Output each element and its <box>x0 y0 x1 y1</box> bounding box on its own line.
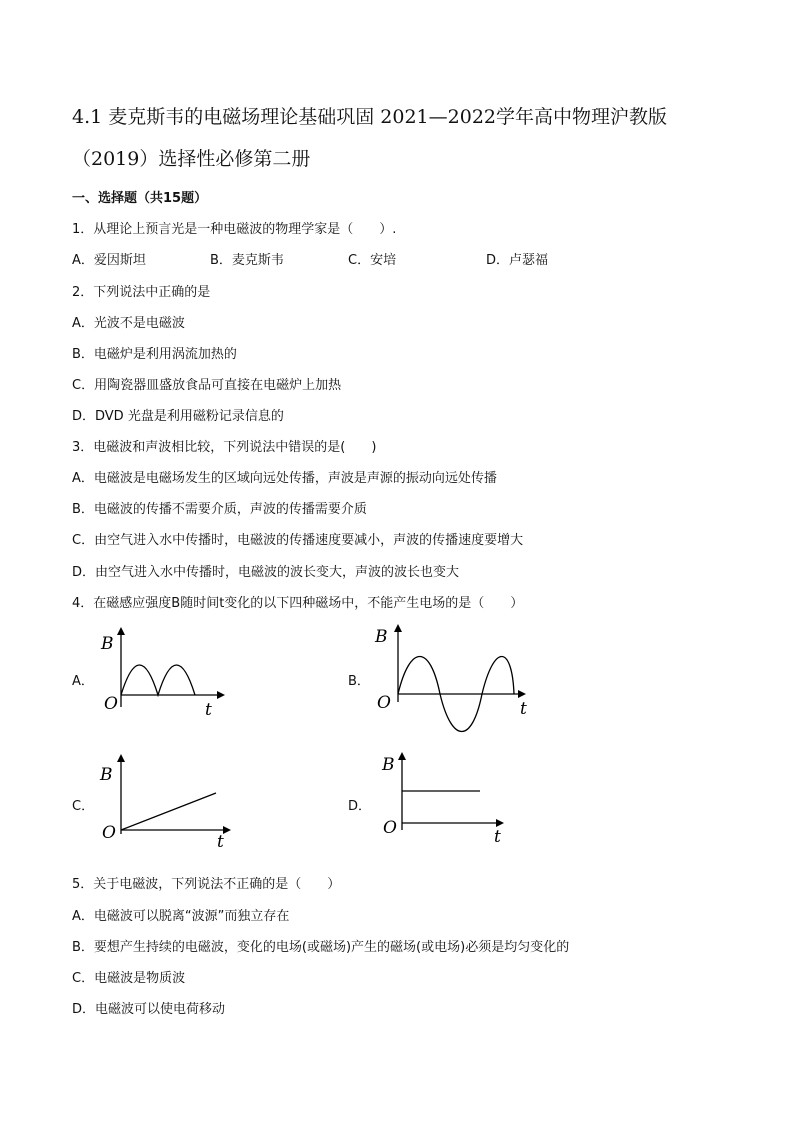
graph-a <box>95 625 235 720</box>
q2-option-b: B．电磁炉是利用涡流加热的 <box>72 347 237 362</box>
q3-option-b: B．电磁波的传播不需要介质，声波的传播需要介质 <box>72 502 367 517</box>
q1-option-b: B．麦克斯韦 <box>210 253 284 268</box>
graph-d-x-label: t <box>494 827 501 847</box>
q5-option-c: C．电磁波是物质波 <box>72 971 186 986</box>
q3-option-c: C．由空气进入水中传播时，电磁波的传播速度要减小，声波的传播速度要增大 <box>72 533 524 548</box>
q3-option-d: D．由空气进入水中传播时，电磁波的波长变大，声波的波长也变大 <box>72 565 460 580</box>
graph-a-y-label: B <box>101 634 114 654</box>
graph-c-y-label: B <box>100 765 113 785</box>
section-heading: 一、选择题（共15题） <box>72 191 208 206</box>
graph-a-x-label: t <box>205 700 212 720</box>
q2-option-d: D．DVD 光盘是利用磁粉记录信息的 <box>72 409 284 424</box>
graph-d <box>378 750 528 850</box>
q1-stem: 1．从理论上预言光是一种电磁波的物理学家是（ ）. <box>72 222 397 237</box>
q4-stem: 4．在磁感应强度B随时间t变化的以下四种磁场中，不能产生电场的是（ ） <box>72 596 524 611</box>
title-line-2: （2019）选择性必修第二册 <box>72 148 311 170</box>
graph-c-origin: O <box>102 823 116 843</box>
q2-option-a: A．光波不是电磁波 <box>72 316 185 331</box>
q2-option-c: C．用陶瓷器皿盛放食品可直接在电磁炉上加热 <box>72 378 342 393</box>
title-line-1: 4.1 麦克斯韦的电磁场理论基础巩固 2021—2022学年高中物理沪教版 <box>72 106 668 128</box>
graph-d-y-label: B <box>382 755 395 775</box>
q2-stem: 2．下列说法中正确的是 <box>72 285 211 300</box>
graph-a-origin: O <box>104 694 118 714</box>
graph-c <box>97 752 247 852</box>
graph-b-label: B． <box>348 674 370 689</box>
graph-b-y-label: B <box>375 627 388 647</box>
q1-option-c: C．安培 <box>348 253 397 268</box>
graph-d-label: D． <box>348 799 372 814</box>
graph-a-label: A． <box>72 674 94 689</box>
graph-d-origin: O <box>383 818 397 838</box>
graph-b-origin: O <box>377 693 391 713</box>
q3-option-a: A．电磁波是电磁场发生的区域向远处传播，声波是声源的振动向远处传播 <box>72 471 497 486</box>
q1-option-a: A．爱因斯坦 <box>72 253 146 268</box>
q5-stem: 5．关于电磁波，下列说法不正确的是（ ） <box>72 877 341 892</box>
graph-b <box>372 622 542 732</box>
q3-stem: 3．电磁波和声波相比较，下列说法中错误的是( ) <box>72 440 377 455</box>
q5-option-d: D．电磁波可以使电荷移动 <box>72 1002 226 1017</box>
graph-c-x-label: t <box>217 832 224 852</box>
q5-option-a: A．电磁波可以脱离“波源”而独立存在 <box>72 909 290 924</box>
graph-b-x-label: t <box>520 699 527 719</box>
graph-c-label: C． <box>72 799 95 814</box>
q5-option-b: B．要想产生持续的电磁波，变化的电场(或磁场)产生的磁场(或电场)必须是均匀变化的 <box>72 940 570 955</box>
q1-option-d: D．卢瑟福 <box>486 253 549 268</box>
